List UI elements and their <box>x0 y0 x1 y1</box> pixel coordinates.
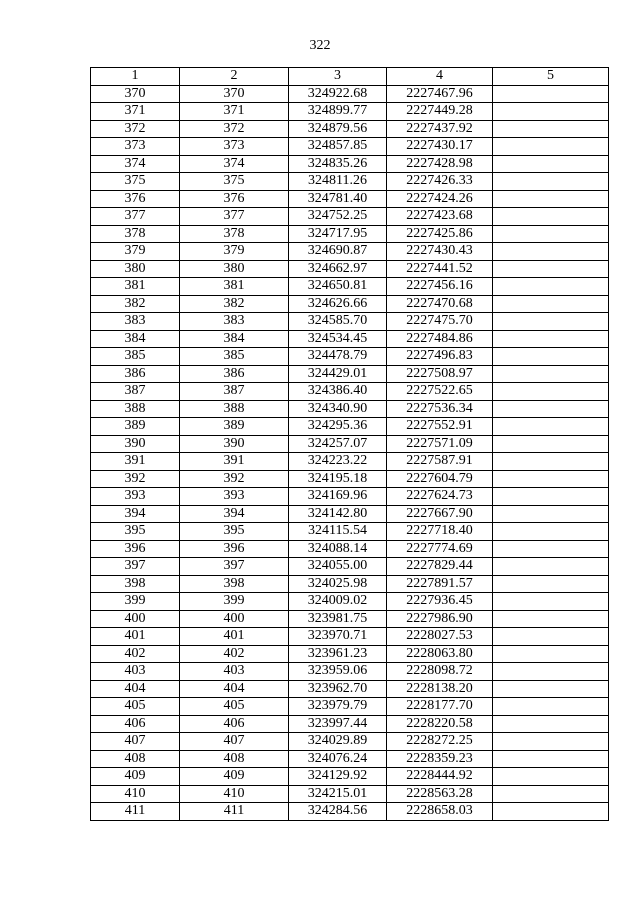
table-cell: 324169.96 <box>289 488 387 506</box>
table-cell: 387 <box>180 383 289 401</box>
table-cell: 2228563.28 <box>387 785 493 803</box>
table-cell: 2227484.86 <box>387 330 493 348</box>
table-body <box>91 85 609 820</box>
table-cell: 2227571.09 <box>387 435 493 453</box>
table-cell: 383 <box>91 313 180 331</box>
table-cell: 2227430.17 <box>387 138 493 156</box>
table-cell: 396 <box>91 540 180 558</box>
table-cell: 324626.66 <box>289 295 387 313</box>
table-cell: 324295.36 <box>289 418 387 436</box>
table-row <box>91 243 609 261</box>
table-row <box>91 103 609 121</box>
table-cell: 2227496.83 <box>387 348 493 366</box>
table-cell: 381 <box>91 278 180 296</box>
table-row <box>91 190 609 208</box>
table-cell: 387 <box>91 383 180 401</box>
table-cell: 2228138.20 <box>387 680 493 698</box>
table-cell <box>493 173 609 191</box>
table-cell: 2228220.58 <box>387 715 493 733</box>
table-cell: 324899.77 <box>289 103 387 121</box>
table-row <box>91 558 609 576</box>
table-cell <box>493 225 609 243</box>
page-number: 322 <box>309 38 331 53</box>
table-cell: 2227424.26 <box>387 190 493 208</box>
table-row <box>91 593 609 611</box>
table-cell: 399 <box>91 593 180 611</box>
table-cell: 2227425.86 <box>387 225 493 243</box>
table-row <box>91 488 609 506</box>
table-cell: 397 <box>180 558 289 576</box>
table-cell: 2227441.52 <box>387 260 493 278</box>
table-row <box>91 768 609 786</box>
table-row <box>91 575 609 593</box>
table-row <box>91 225 609 243</box>
table-cell: 404 <box>180 680 289 698</box>
table-row <box>91 173 609 191</box>
table-cell <box>493 768 609 786</box>
column-header: 2 <box>180 68 289 86</box>
table-cell: 411 <box>91 803 180 821</box>
table-row <box>91 85 609 103</box>
table-cell <box>493 505 609 523</box>
table-cell: 378 <box>91 225 180 243</box>
table-row <box>91 400 609 418</box>
table-cell: 2227426.33 <box>387 173 493 191</box>
table-cell: 407 <box>91 733 180 751</box>
table-cell: 379 <box>180 243 289 261</box>
table-row <box>91 453 609 471</box>
table-cell: 2227470.68 <box>387 295 493 313</box>
table-cell: 410 <box>91 785 180 803</box>
table-cell <box>493 803 609 821</box>
table-row <box>91 785 609 803</box>
table-cell: 2227936.45 <box>387 593 493 611</box>
table-cell: 408 <box>180 750 289 768</box>
table-cell: 324257.07 <box>289 435 387 453</box>
table-cell: 395 <box>91 523 180 541</box>
table-cell: 405 <box>91 698 180 716</box>
table-row <box>91 313 609 331</box>
table-cell <box>493 190 609 208</box>
table-cell: 324811.26 <box>289 173 387 191</box>
table-cell <box>493 540 609 558</box>
table-cell: 406 <box>180 715 289 733</box>
table-cell <box>493 453 609 471</box>
table-cell: 324717.95 <box>289 225 387 243</box>
table-cell: 323962.70 <box>289 680 387 698</box>
table-cell <box>493 785 609 803</box>
column-header: 5 <box>493 68 609 86</box>
table-cell: 380 <box>91 260 180 278</box>
table-cell: 323981.75 <box>289 610 387 628</box>
column-header: 4 <box>387 68 493 86</box>
table-cell: 324879.56 <box>289 120 387 138</box>
table-cell: 324922.68 <box>289 85 387 103</box>
table-row <box>91 645 609 663</box>
table-cell: 324429.01 <box>289 365 387 383</box>
table-row <box>91 803 609 821</box>
table-cell <box>493 383 609 401</box>
table-cell: 385 <box>180 348 289 366</box>
table-cell: 397 <box>91 558 180 576</box>
table-cell: 324585.70 <box>289 313 387 331</box>
table-cell: 408 <box>91 750 180 768</box>
table-cell: 394 <box>180 505 289 523</box>
table-cell: 2227522.65 <box>387 383 493 401</box>
table-cell: 384 <box>180 330 289 348</box>
table-cell: 2227718.40 <box>387 523 493 541</box>
table-cell <box>493 120 609 138</box>
table-cell: 324650.81 <box>289 278 387 296</box>
table-cell <box>493 575 609 593</box>
table-cell: 400 <box>91 610 180 628</box>
table-row <box>91 260 609 278</box>
table-cell: 393 <box>91 488 180 506</box>
table-cell <box>493 295 609 313</box>
table-cell: 324215.01 <box>289 785 387 803</box>
table-cell: 2227456.16 <box>387 278 493 296</box>
table-cell: 377 <box>91 208 180 226</box>
table-cell: 379 <box>91 243 180 261</box>
table-cell <box>493 208 609 226</box>
table-row <box>91 733 609 751</box>
table-header <box>91 68 609 86</box>
table-row <box>91 120 609 138</box>
table-row <box>91 610 609 628</box>
table-row <box>91 523 609 541</box>
table-cell <box>493 698 609 716</box>
table-cell: 2227467.96 <box>387 85 493 103</box>
table-cell: 390 <box>180 435 289 453</box>
table-cell: 374 <box>91 155 180 173</box>
table-cell: 382 <box>91 295 180 313</box>
table-cell: 324386.40 <box>289 383 387 401</box>
table-cell <box>493 400 609 418</box>
table-cell <box>493 348 609 366</box>
table-cell: 324029.89 <box>289 733 387 751</box>
table-cell <box>493 663 609 681</box>
table-cell: 2228027.53 <box>387 628 493 646</box>
table-cell <box>493 523 609 541</box>
table-cell: 371 <box>91 103 180 121</box>
table-cell: 373 <box>91 138 180 156</box>
table-cell: 391 <box>91 453 180 471</box>
table-cell: 390 <box>91 435 180 453</box>
table-cell: 393 <box>180 488 289 506</box>
table-cell: 403 <box>180 663 289 681</box>
table-cell <box>493 680 609 698</box>
table-cell: 389 <box>91 418 180 436</box>
table-cell: 402 <box>91 645 180 663</box>
table-cell: 376 <box>91 190 180 208</box>
table-cell: 385 <box>91 348 180 366</box>
table-cell <box>493 103 609 121</box>
table-row <box>91 628 609 646</box>
table-cell: 324534.45 <box>289 330 387 348</box>
table-cell: 324115.54 <box>289 523 387 541</box>
table-cell: 324142.80 <box>289 505 387 523</box>
table-cell: 372 <box>91 120 180 138</box>
table-cell: 382 <box>180 295 289 313</box>
coordinates-table <box>90 67 609 821</box>
table-cell: 324088.14 <box>289 540 387 558</box>
table-cell: 2227437.92 <box>387 120 493 138</box>
table-cell: 324835.26 <box>289 155 387 173</box>
table-cell: 392 <box>91 470 180 488</box>
table-row <box>91 470 609 488</box>
table-row <box>91 663 609 681</box>
table-cell: 324025.98 <box>289 575 387 593</box>
table-cell: 323979.79 <box>289 698 387 716</box>
table-row <box>91 418 609 436</box>
table-row <box>91 330 609 348</box>
table-cell <box>493 470 609 488</box>
table-cell: 371 <box>180 103 289 121</box>
table-cell: 402 <box>180 645 289 663</box>
table-cell: 386 <box>91 365 180 383</box>
table-row <box>91 698 609 716</box>
table-cell: 391 <box>180 453 289 471</box>
table-row <box>91 540 609 558</box>
table-cell: 410 <box>180 785 289 803</box>
table-cell: 324195.18 <box>289 470 387 488</box>
table-cell: 376 <box>180 190 289 208</box>
table-cell: 370 <box>91 85 180 103</box>
table-cell: 2227449.28 <box>387 103 493 121</box>
table-row <box>91 278 609 296</box>
table-row <box>91 505 609 523</box>
table-cell <box>493 715 609 733</box>
table-cell: 324690.87 <box>289 243 387 261</box>
table-cell: 2228658.03 <box>387 803 493 821</box>
table-cell: 324781.40 <box>289 190 387 208</box>
table-cell: 323970.71 <box>289 628 387 646</box>
table-cell: 394 <box>91 505 180 523</box>
table-cell <box>493 488 609 506</box>
table-cell: 372 <box>180 120 289 138</box>
table-row <box>91 348 609 366</box>
table-cell <box>493 733 609 751</box>
table-cell: 403 <box>91 663 180 681</box>
table-cell <box>493 610 609 628</box>
table-row <box>91 750 609 768</box>
table-row <box>91 435 609 453</box>
table-cell: 2228063.80 <box>387 645 493 663</box>
table-cell: 377 <box>180 208 289 226</box>
table-cell <box>493 418 609 436</box>
table-cell: 373 <box>180 138 289 156</box>
table-cell: 401 <box>91 628 180 646</box>
header-row <box>91 68 609 86</box>
table-row <box>91 138 609 156</box>
column-header: 1 <box>91 68 180 86</box>
table-cell: 405 <box>180 698 289 716</box>
table-cell: 404 <box>91 680 180 698</box>
table-cell: 324857.85 <box>289 138 387 156</box>
table-cell: 389 <box>180 418 289 436</box>
table-row <box>91 715 609 733</box>
table-cell: 2227986.90 <box>387 610 493 628</box>
table-cell <box>493 243 609 261</box>
table-cell: 2227624.73 <box>387 488 493 506</box>
table-cell: 2227475.70 <box>387 313 493 331</box>
table-cell: 395 <box>180 523 289 541</box>
table-cell: 400 <box>180 610 289 628</box>
table-cell: 2227508.97 <box>387 365 493 383</box>
table-cell <box>493 628 609 646</box>
table-cell <box>493 138 609 156</box>
table-cell: 2227604.79 <box>387 470 493 488</box>
table-cell: 398 <box>91 575 180 593</box>
table-cell: 324478.79 <box>289 348 387 366</box>
table-cell <box>493 85 609 103</box>
table-cell: 396 <box>180 540 289 558</box>
table-cell: 324284.56 <box>289 803 387 821</box>
table-cell: 2227552.91 <box>387 418 493 436</box>
table-cell <box>493 278 609 296</box>
table-cell: 375 <box>91 173 180 191</box>
table-cell: 388 <box>91 400 180 418</box>
table-cell: 409 <box>180 768 289 786</box>
table-cell <box>493 313 609 331</box>
table-cell: 399 <box>180 593 289 611</box>
column-header: 3 <box>289 68 387 86</box>
table-cell: 374 <box>180 155 289 173</box>
table-cell: 323959.06 <box>289 663 387 681</box>
table-cell: 323961.23 <box>289 645 387 663</box>
table-cell: 2228444.92 <box>387 768 493 786</box>
table-cell: 383 <box>180 313 289 331</box>
table-cell: 2228272.25 <box>387 733 493 751</box>
table-row <box>91 155 609 173</box>
table-cell: 380 <box>180 260 289 278</box>
table-cell <box>493 330 609 348</box>
table-cell: 406 <box>91 715 180 733</box>
table-cell: 324752.25 <box>289 208 387 226</box>
table-cell: 324340.90 <box>289 400 387 418</box>
table-cell <box>493 750 609 768</box>
table-cell: 375 <box>180 173 289 191</box>
table-cell: 370 <box>180 85 289 103</box>
table-cell: 2228177.70 <box>387 698 493 716</box>
table-row <box>91 295 609 313</box>
table-cell: 324009.02 <box>289 593 387 611</box>
table-row <box>91 383 609 401</box>
table-row <box>91 680 609 698</box>
table-cell: 2227536.34 <box>387 400 493 418</box>
table-cell: 324076.24 <box>289 750 387 768</box>
table-cell: 324055.00 <box>289 558 387 576</box>
table-cell <box>493 593 609 611</box>
table-cell: 2227829.44 <box>387 558 493 576</box>
table-cell: 2227430.43 <box>387 243 493 261</box>
table-cell: 378 <box>180 225 289 243</box>
table-cell <box>493 558 609 576</box>
table-cell: 2228359.23 <box>387 750 493 768</box>
table-cell: 384 <box>91 330 180 348</box>
table-row <box>91 208 609 226</box>
table-cell: 386 <box>180 365 289 383</box>
table-cell: 398 <box>180 575 289 593</box>
table-cell: 324223.22 <box>289 453 387 471</box>
table-cell: 323997.44 <box>289 715 387 733</box>
table-row <box>91 365 609 383</box>
table-cell: 2227667.90 <box>387 505 493 523</box>
table-cell: 407 <box>180 733 289 751</box>
table-cell: 2227774.69 <box>387 540 493 558</box>
table-cell: 401 <box>180 628 289 646</box>
table-cell: 388 <box>180 400 289 418</box>
table-cell: 2227428.98 <box>387 155 493 173</box>
table-cell: 324129.92 <box>289 768 387 786</box>
table-cell <box>493 365 609 383</box>
table-cell: 2227891.57 <box>387 575 493 593</box>
table-cell: 2227423.68 <box>387 208 493 226</box>
table-cell <box>493 645 609 663</box>
table-cell: 409 <box>91 768 180 786</box>
table-cell <box>493 260 609 278</box>
table-cell: 392 <box>180 470 289 488</box>
table-cell: 324662.97 <box>289 260 387 278</box>
table-cell: 2228098.72 <box>387 663 493 681</box>
table-cell: 2227587.91 <box>387 453 493 471</box>
table-cell: 381 <box>180 278 289 296</box>
table-cell <box>493 435 609 453</box>
table-cell <box>493 155 609 173</box>
table-cell: 411 <box>180 803 289 821</box>
